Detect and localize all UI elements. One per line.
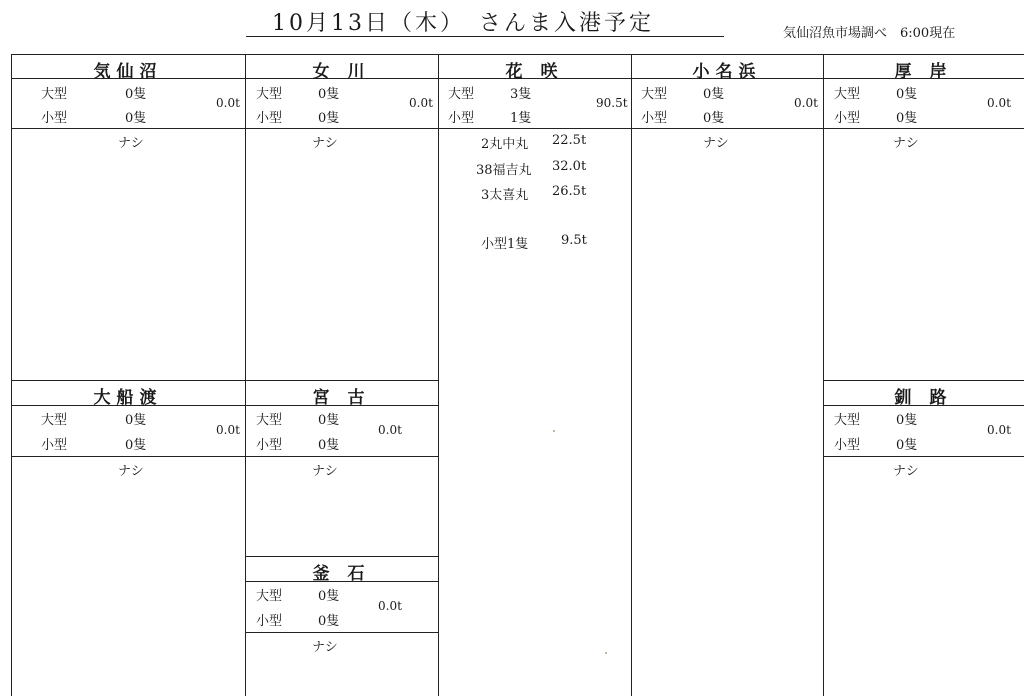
column-divider	[823, 54, 824, 696]
vessel-weight: 32.0t	[552, 159, 587, 174]
port-name: 大船渡	[93, 388, 163, 408]
total-weight: 0.0t	[987, 423, 1011, 437]
small-label: 小型	[256, 614, 283, 629]
small-label: 小型	[834, 438, 861, 453]
scan-speck	[553, 430, 555, 432]
column-divider	[438, 54, 439, 696]
vessel-name: 2丸中丸	[481, 137, 529, 152]
small-label: 小型	[41, 111, 68, 126]
title-underline	[246, 36, 724, 37]
total-weight: 90.5t	[596, 96, 628, 110]
source-note: 気仙沼魚市場調べ 6:00現在	[783, 26, 956, 41]
port-name: 宮 古	[312, 388, 371, 408]
row-divider	[823, 380, 1024, 381]
large-count: 0隻	[318, 589, 340, 604]
none-note: ナシ	[118, 464, 144, 479]
large-label: 大型	[256, 87, 283, 102]
total-weight: 0.0t	[987, 96, 1011, 110]
small-label: 小型	[256, 111, 283, 126]
port-name: 釜 石	[312, 564, 371, 584]
large-label: 大型	[256, 413, 283, 428]
none-note: ナシ	[703, 136, 729, 151]
none-note: ナシ	[893, 464, 919, 479]
small-count: 1隻	[510, 111, 532, 126]
vessel-weight: 9.5t	[561, 233, 587, 248]
port-name: 釧 路	[894, 388, 953, 408]
small-count: 0隻	[703, 111, 725, 126]
small-label: 小型	[41, 438, 68, 453]
row-divider	[11, 380, 439, 381]
large-label: 大型	[41, 87, 68, 102]
none-note: ナシ	[893, 136, 919, 151]
row-divider	[11, 128, 1024, 129]
large-count: 0隻	[896, 413, 918, 428]
vessel-name: 38福吉丸	[476, 163, 532, 178]
vessel-name: 小型1隻	[481, 237, 529, 252]
vessel-weight: 22.5t	[552, 133, 587, 148]
none-note: ナシ	[118, 136, 144, 151]
large-label: 大型	[256, 589, 283, 604]
page-title: 10月13日（木） さんま入港予定	[272, 11, 654, 36]
column-divider	[245, 54, 246, 696]
scan-speck	[605, 652, 607, 654]
row-divider	[11, 456, 439, 457]
small-count: 0隻	[896, 438, 918, 453]
total-weight: 0.0t	[794, 96, 818, 110]
total-weight: 0.0t	[216, 96, 240, 110]
small-label: 小型	[256, 438, 283, 453]
small-label: 小型	[641, 111, 668, 126]
large-label: 大型	[448, 87, 475, 102]
port-name: 気仙沼	[93, 62, 163, 82]
large-count: 0隻	[125, 87, 147, 102]
large-label: 大型	[834, 413, 861, 428]
port-name: 女 川	[312, 62, 371, 82]
small-count: 0隻	[318, 438, 340, 453]
small-count: 0隻	[318, 111, 340, 126]
large-count: 0隻	[318, 87, 340, 102]
total-weight: 0.0t	[378, 599, 402, 613]
large-count: 0隻	[318, 413, 340, 428]
small-count: 0隻	[318, 614, 340, 629]
total-weight: 0.0t	[216, 423, 240, 437]
total-weight: 0.0t	[409, 96, 433, 110]
large-label: 大型	[41, 413, 68, 428]
small-count: 0隻	[896, 111, 918, 126]
port-name: 花 咲	[505, 62, 564, 82]
small-label: 小型	[448, 111, 475, 126]
large-count: 0隻	[896, 87, 918, 102]
none-note: ナシ	[312, 640, 338, 655]
large-label: 大型	[641, 87, 668, 102]
row-divider	[245, 556, 439, 557]
large-count: 3隻	[510, 87, 532, 102]
total-weight: 0.0t	[378, 423, 402, 437]
vessel-weight: 26.5t	[552, 184, 587, 199]
large-count: 0隻	[703, 87, 725, 102]
small-label: 小型	[834, 111, 861, 126]
port-name: 厚 岸	[894, 62, 953, 82]
vessel-name: 3太喜丸	[481, 188, 529, 203]
small-count: 0隻	[125, 438, 147, 453]
row-divider	[245, 632, 439, 633]
large-count: 0隻	[125, 413, 147, 428]
port-name: 小名浜	[692, 62, 762, 82]
large-label: 大型	[834, 87, 861, 102]
none-note: ナシ	[312, 464, 338, 479]
small-count: 0隻	[125, 111, 147, 126]
none-note: ナシ	[312, 136, 338, 151]
row-divider	[823, 456, 1024, 457]
column-divider	[631, 54, 632, 696]
